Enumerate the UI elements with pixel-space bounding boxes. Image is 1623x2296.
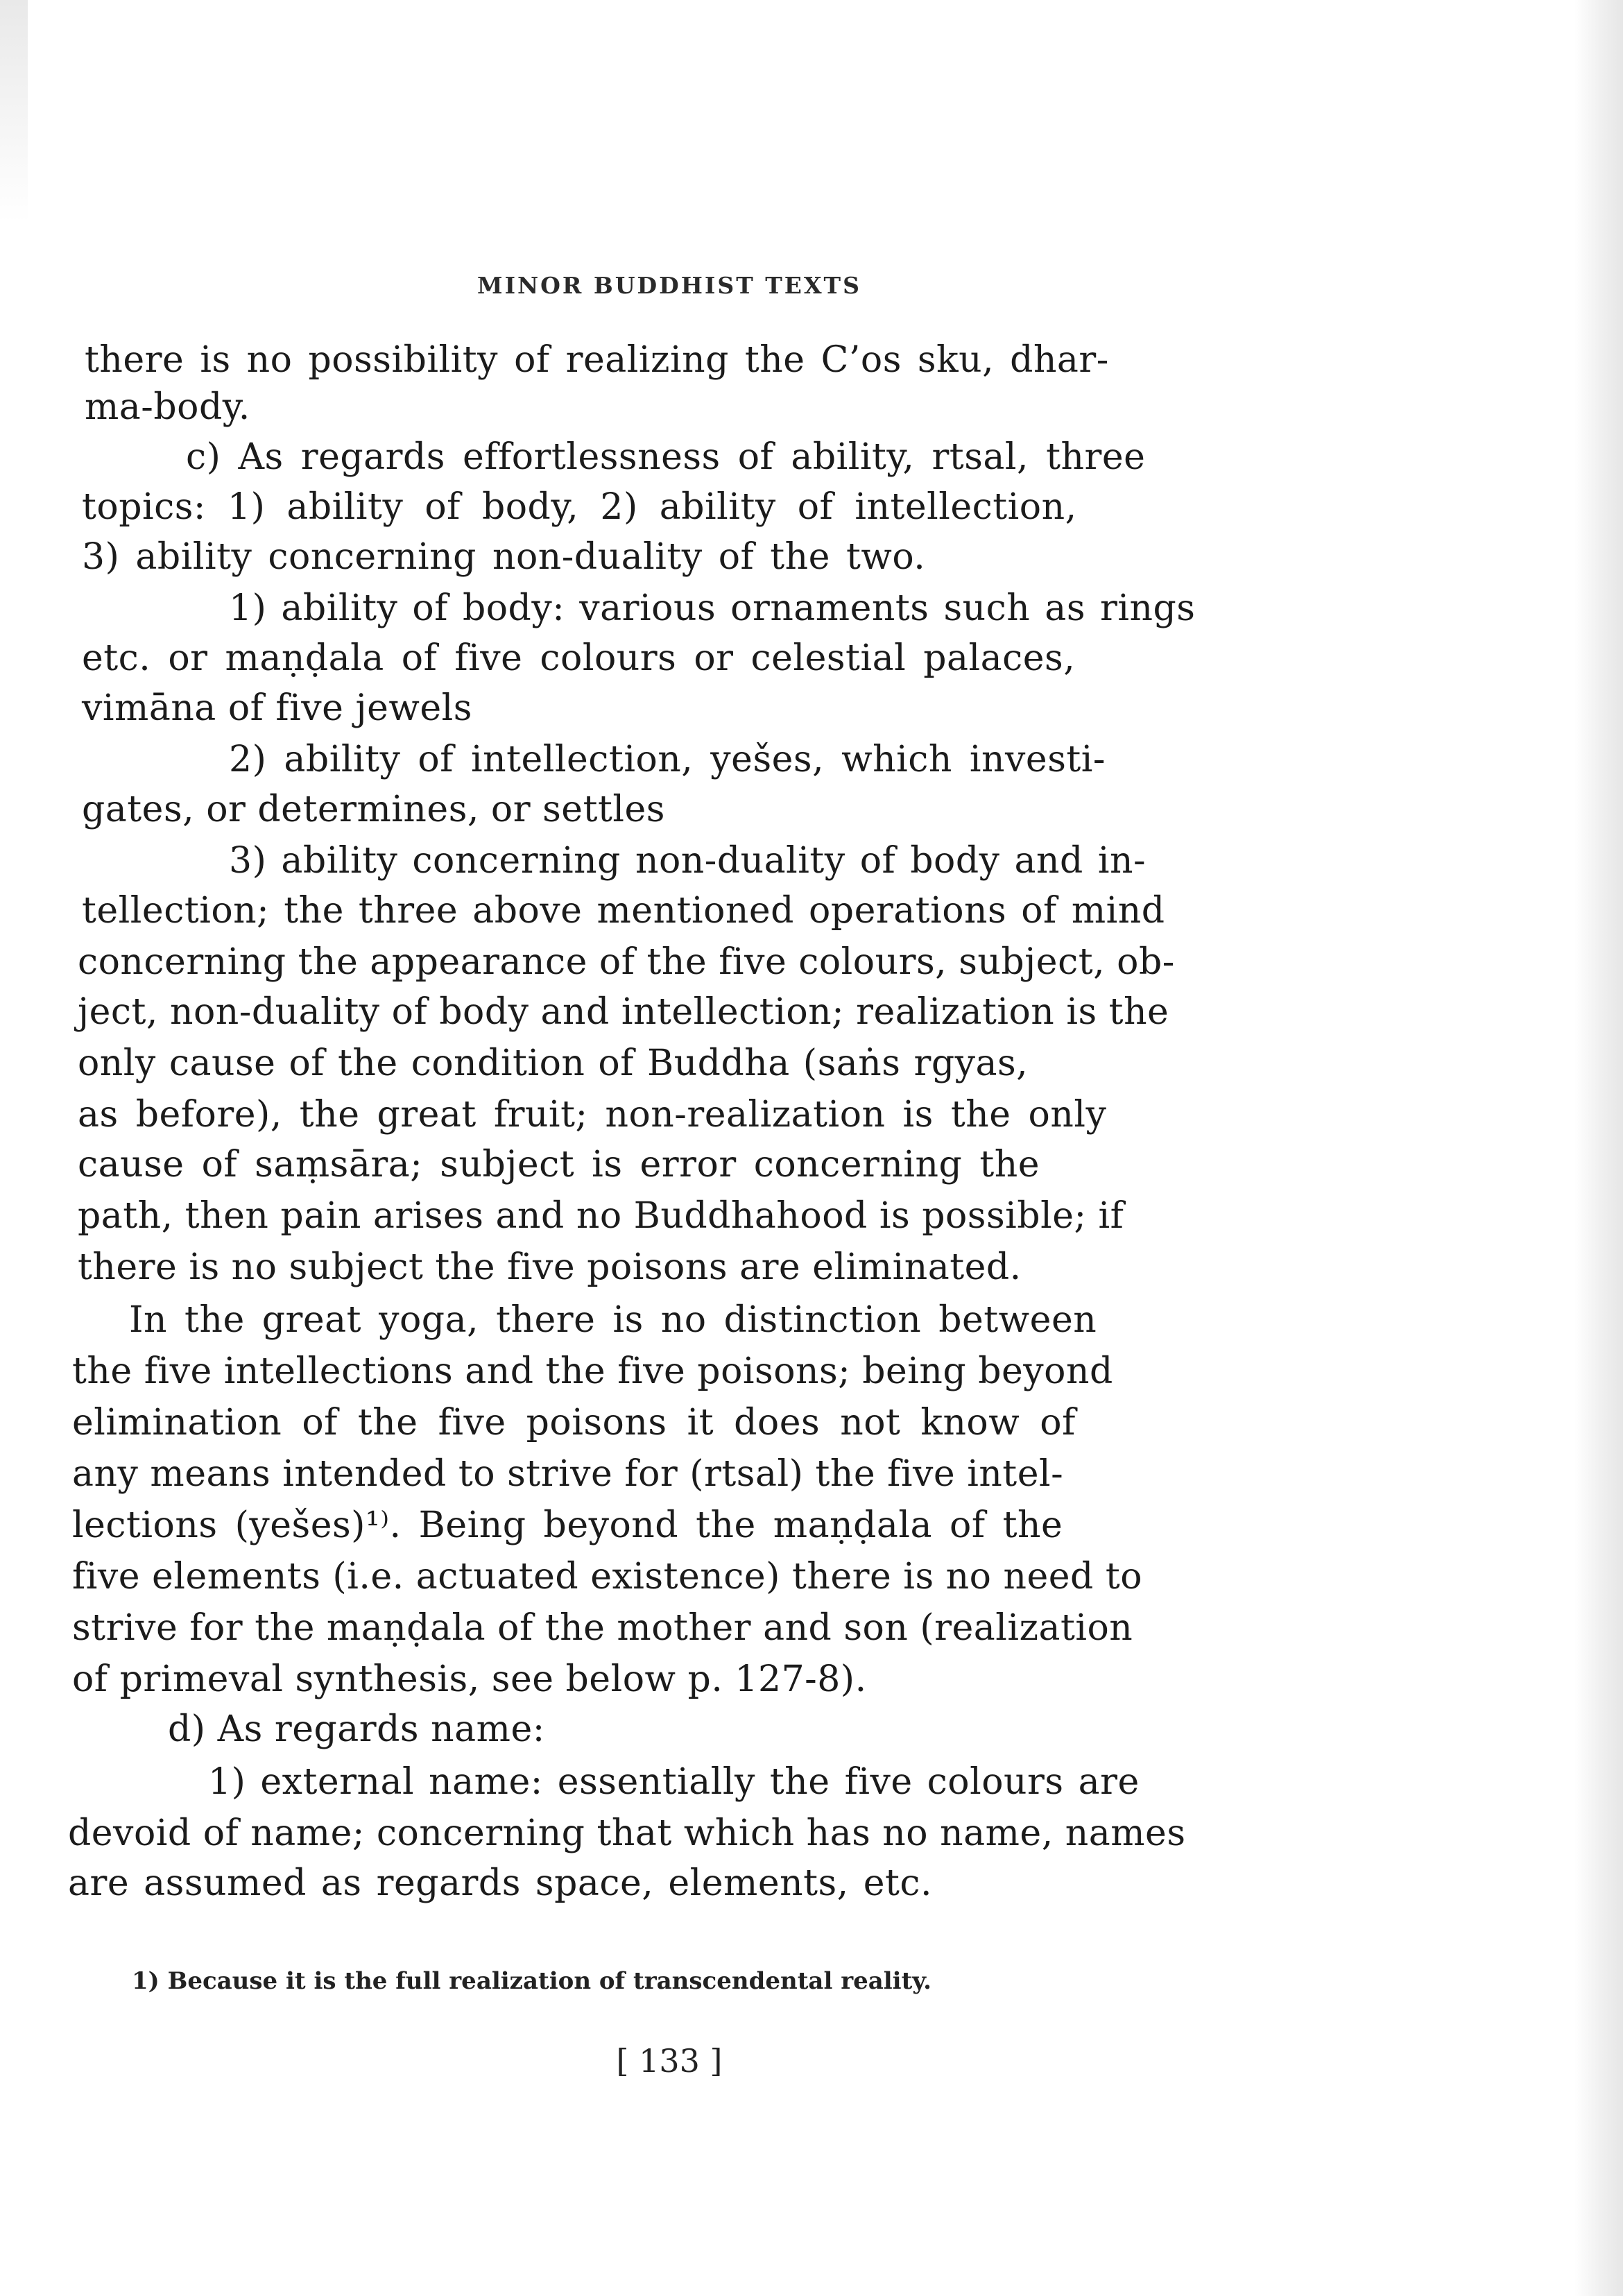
text-line: devoid of name; concerning that which has no name, names [68, 1813, 1186, 1854]
text-line: gates, or determines, or settles [82, 789, 665, 830]
scan-shadow-corner [0, 0, 28, 222]
text-line: of primeval synthesis, see below p. 127-8). [72, 1659, 867, 1700]
text-line: as before), the great fruit; non-realization is the only [78, 1094, 1107, 1136]
text-line: 3) ability concerning non-duality of body and in- [229, 840, 1147, 882]
text-line: etc. or maṇḍala of five colours or celestial palaces, [82, 637, 1076, 679]
text-line: 3) ability concerning non-duality of the two. [82, 536, 926, 578]
text-line: 1) ability of body: various ornaments such as rings [229, 588, 1196, 629]
scan-shadow-edge [1574, 0, 1623, 2296]
text-line: there is no possibility of realizing the C’os sku, dhar- [85, 339, 1109, 381]
text-line: lections (yešes)¹⁾. Being beyond the maṇḍala of the [72, 1505, 1063, 1546]
text-line: path, then pain arises and no Buddhahood is possible; if [78, 1195, 1124, 1237]
footnote: 1) Because it is the full realization of transcendental reality. [132, 1967, 931, 1995]
text-line: any means intended to strive for (rtsal) the five intel- [72, 1453, 1064, 1495]
text-line: 2) ability of intellection, yešes, which investi- [229, 739, 1106, 780]
text-line: five elements (i.e. actuated existence) there is no need to [72, 1556, 1143, 1597]
text-line: tellection; the three above mentioned operations of mind [82, 890, 1165, 932]
page-number: [ 133 ] [616, 2042, 723, 2080]
running-header: MINOR BUDDHIST TEXTS [477, 272, 861, 299]
text-line: d) As regards name: [168, 1708, 545, 1750]
text-line: vimāna of five jewels [82, 687, 472, 729]
text-line: concerning the appearance of the five colours, subject, ob- [78, 941, 1175, 983]
text-line: strive for the maṇḍala of the mother and son (realization [72, 1607, 1133, 1649]
text-line: there is no subject the five poisons are eliminated. [78, 1246, 1022, 1288]
text-line: In the great yoga, there is no distinction between [129, 1299, 1097, 1341]
text-line: topics: 1) ability of body, 2) ability of intellection, [82, 486, 1077, 528]
text-line: ject, non-duality of body and intellection; realization is the [78, 991, 1169, 1033]
text-line: the five intellections and the five poisons; being beyond [72, 1351, 1113, 1392]
text-line: c) As regards effortlessness of ability, rtsal, three [186, 436, 1146, 478]
text-line: elimination of the five poisons it does not know of [72, 1402, 1076, 1443]
text-line: cause of saṃsāra; subject is error concerning the [78, 1144, 1040, 1185]
text-line: 1) external name: essentially the five colours are [208, 1761, 1140, 1803]
text-line: are assumed as regards space, elements, etc. [68, 1862, 933, 1904]
text-line: only cause of the condition of Buddha (saṅs rgyas, [78, 1043, 1029, 1084]
text-line: ma-body. [85, 386, 250, 428]
